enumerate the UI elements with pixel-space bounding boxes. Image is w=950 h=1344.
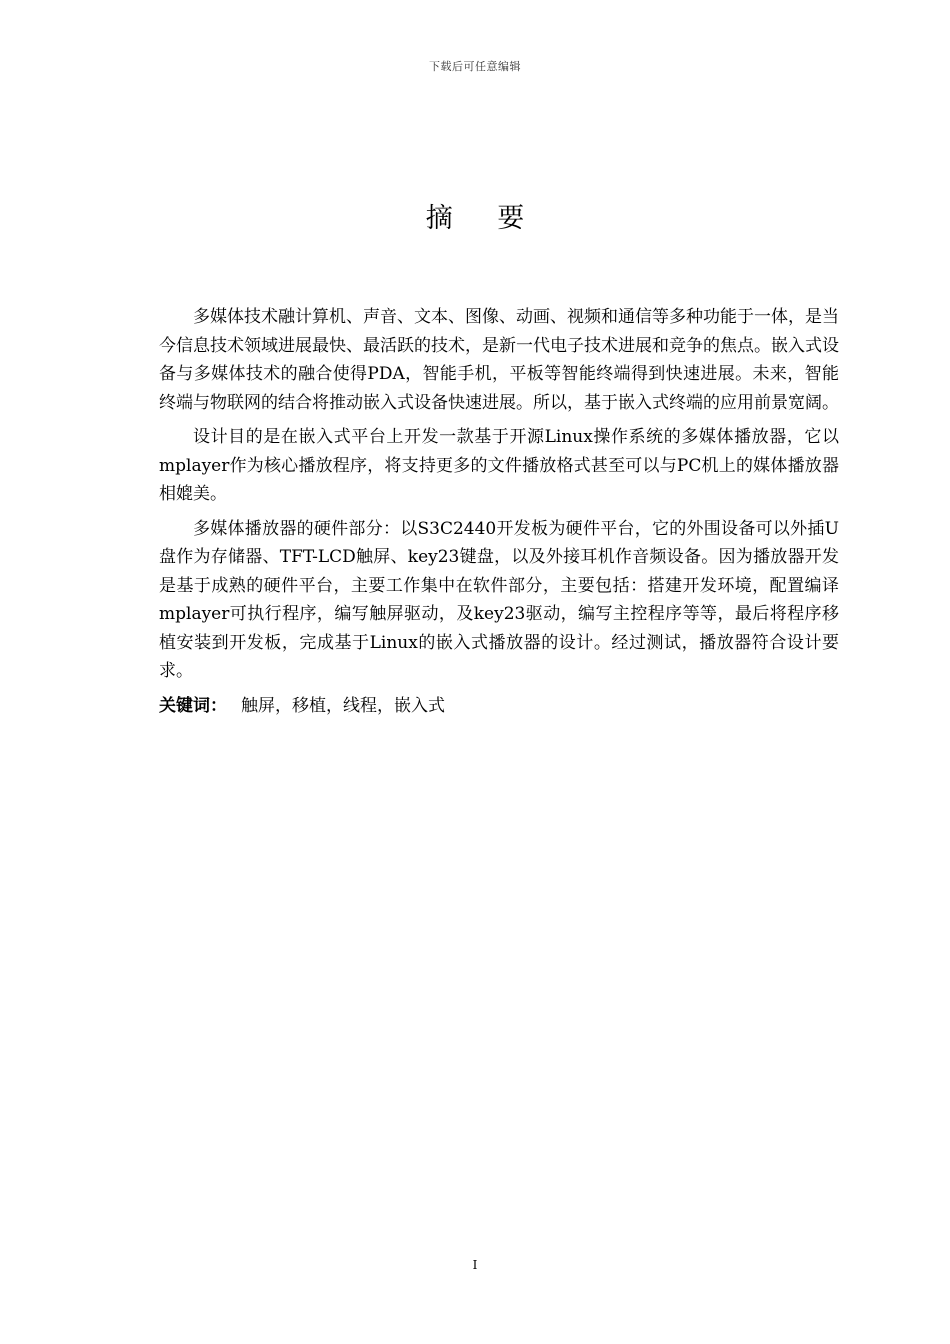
keywords-value: 触屏，移植，线程，嵌入式 (241, 695, 445, 716)
abstract-paragraph-1: 多媒体技术融计算机、声音、文本、图像、动画、视频和通信等多种功能于一体，是当今信息技术领域进展最快、最活跃的技术，是新一代电子技术进展和竞争的焦点。嵌入式设备与多媒体技术的融合使得PDA，智能手机，平板等智能终端得到快速进展。未来，智能终端与物联网的结合将推动嵌入式设备快速进展。所以，基于嵌入式终端的应用前景宽阔。 (159, 307, 839, 413)
abstract-paragraph-2: 设计目的是在嵌入式平台上开发一款基于开源Linux操作系统的多媒体播放器，它以mplayer作为核心播放程序，将支持更多的文件播放格式甚至可以与PC机上的媒体播放器相媲美。 (159, 427, 839, 504)
keywords-label: 关键词： (159, 695, 227, 716)
page-title: 摘 要 (425, 203, 543, 234)
page-number: I (472, 1258, 478, 1272)
keywords-line (159, 692, 839, 720)
abstract-paragraph-3: 多媒体播放器的硬件部分：以S3C2440开发板为硬件平台，它的外围设备可以外插U盘作为存储器、TFT-LCD触屏、key23键盘，以及外接耳机作音频设备。因为播放器开发是基于成熟的硬件平台，主要工作集中在软件部分，主要包括：搭建开发环境，配置编译mplayer可执行程序，编写触屏驱动，及key23驱动，编写主控程序等等，最后将程序移植安装到开发板，完成基于Linux的嵌入式播放器的设计。经过测试，播放器符合设计要求。 (159, 518, 839, 681)
abstract-body (159, 303, 839, 720)
page-header-note: 下载后可任意编辑 (429, 60, 521, 73)
